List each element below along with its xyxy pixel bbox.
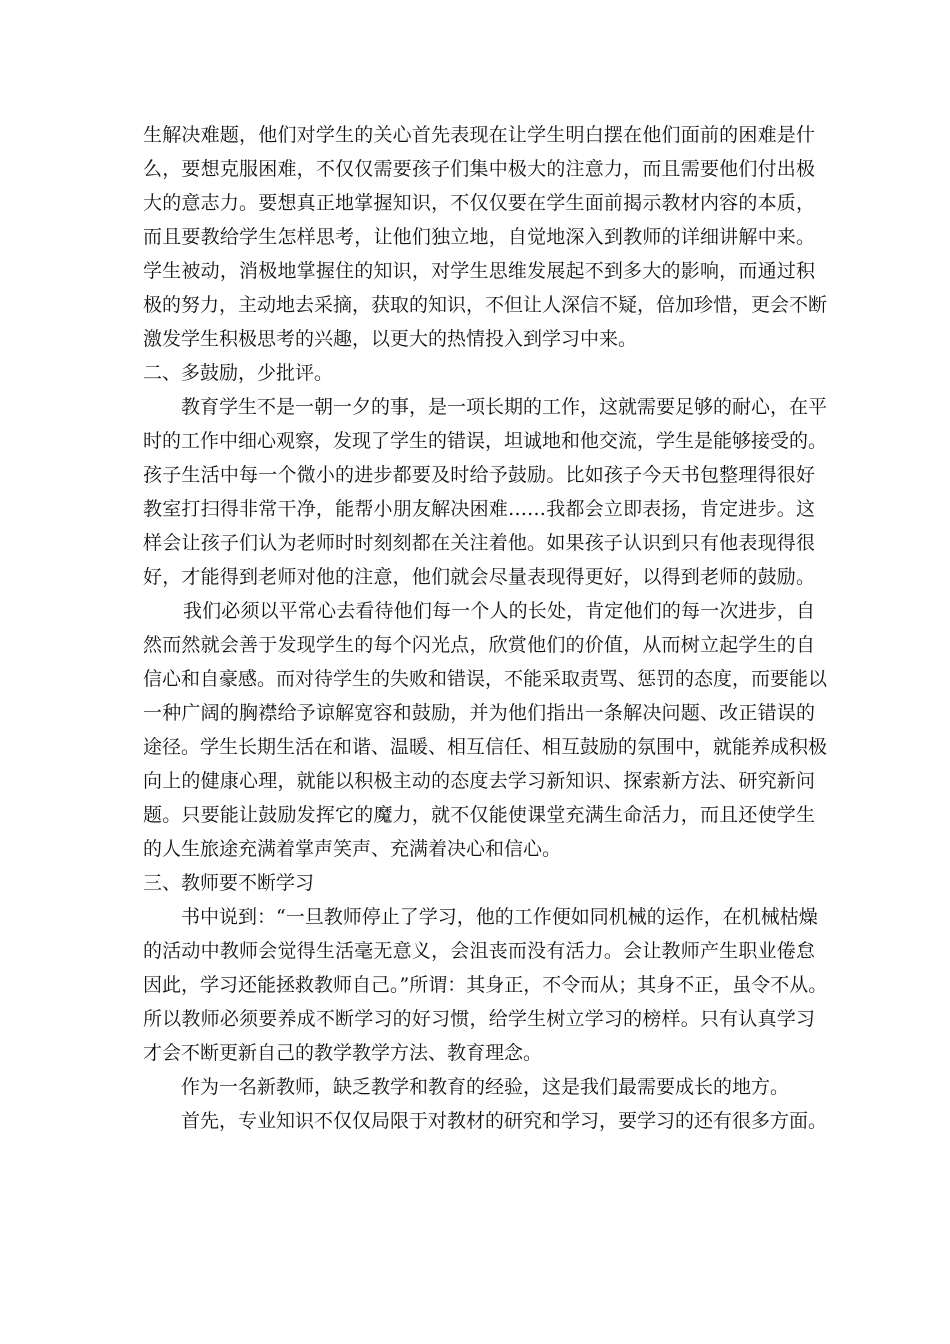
text-line: 激发学生积极思考的兴趣，以更大的热情投入到学习中来。 <box>143 328 638 350</box>
text-line: 而且要教给学生怎样思考，让他们独立地，自觉地深入到教师的详细讲解中来。 <box>143 226 815 248</box>
text-line: 首先，专业知识不仅仅局限于对教材的研究和学习，要学习的还有很多方面。 <box>181 1110 828 1132</box>
text-line: 题。只要能让鼓励发挥它的魔力，就不仅能使课堂充满生命活力，而且还使学生 <box>143 804 815 826</box>
text-line: 的活动中教师会觉得生活毫无意义，会沮丧而没有活力。会让教师产生职业倦怠 <box>143 940 815 962</box>
text-line: 好，才能得到老师对他的注意，他们就会尽量表现得更好，以得到老师的鼓励。 <box>143 566 815 588</box>
text-line: 教育学生不是一朝一夕的事，是一项长期的工作，这就需要足够的耐心，在平 <box>181 396 828 418</box>
text-line: 书中说到：“一旦教师停止了学习，他的工作便如同机械的运作，在机械枯燥 <box>181 906 818 928</box>
text-line: 我们必须以平常心去看待他们每一个人的长处，肯定他们的每一次进步，自 <box>183 600 815 622</box>
text-line: 所以教师必须要养成不断学习的好习惯，给学生树立学习的榜样。只有认真学习 <box>143 1008 815 1030</box>
text-line: 作为一名新教师，缺乏教学和教育的经验，这是我们最需要成长的地方。 <box>181 1076 790 1098</box>
text-line: 时的工作中细心观察，发现了学生的错误，坦诚地和他交流，学生是能够接受的。 <box>143 430 828 452</box>
text-line: 样会让孩子们认为老师时时刻刻都在关注着他。如果孩子认识到只有他表现得很 <box>143 532 815 554</box>
text-line: 因此，学习还能拯救教师自己。”所谓：其身正，不令而从；其身不正，虽令不从。 <box>143 974 828 996</box>
text-line: 信心和自豪感。而对待学生的失败和错误，不能采取责骂、惩罚的态度，而要能以 <box>143 668 828 690</box>
text-line: 才会不断更新自己的教学教学方法、教育理念。 <box>143 1042 543 1064</box>
section-heading: 二、多鼓励，少批评。 <box>143 362 334 384</box>
text-line: 么，要想克服困难，不仅仅需要孩子们集中极大的注意力，而且需要他们付出极 <box>143 158 815 180</box>
document-body <box>143 118 828 1138</box>
text-line: 生解决难题，他们对学生的关心首先表现在让学生明白摆在他们面前的困难是什 <box>143 124 815 146</box>
text-line: 的人生旅途充满着掌声笑声、充满着决心和信心。 <box>143 838 562 860</box>
section-heading: 三、教师要不断学习 <box>143 872 315 894</box>
text-line: 然而然就会善于发现学生的每个闪光点，欣赏他们的价值，从而树立起学生的自 <box>143 634 815 656</box>
text-line: 教室打扫得非常干净，能帮小朋友解决困难……我都会立即表扬，肯定进步。这 <box>143 498 815 520</box>
text-line: 大的意志力。要想真正地掌握知识，不仅仅要在学生面前揭示教材内容的本质， <box>143 192 815 214</box>
text-line: 一种广阔的胸襟给予谅解宽容和鼓励，并为他们指出一条解决问题、改正错误的 <box>143 702 815 724</box>
text-line: 途径。学生长期生活在和谐、温暖、相互信任、相互鼓励的氛围中，就能养成积极 <box>143 736 828 758</box>
text-line: 极的努力，主动地去采摘，获取的知识，不但让人深信不疑，倍加珍惜，更会不断 <box>143 294 828 316</box>
text-line: 向上的健康心理，就能以积极主动的态度去学习新知识、探索新方法、研究新问 <box>143 770 815 792</box>
text-line: 学生被动，消极地掌握住的知识，对学生思维发展起不到多大的影响，而通过积 <box>143 260 815 282</box>
text-line: 孩子生活中每一个微小的进步都要及时给予鼓励。比如孩子今天书包整理得很好 <box>143 464 815 486</box>
